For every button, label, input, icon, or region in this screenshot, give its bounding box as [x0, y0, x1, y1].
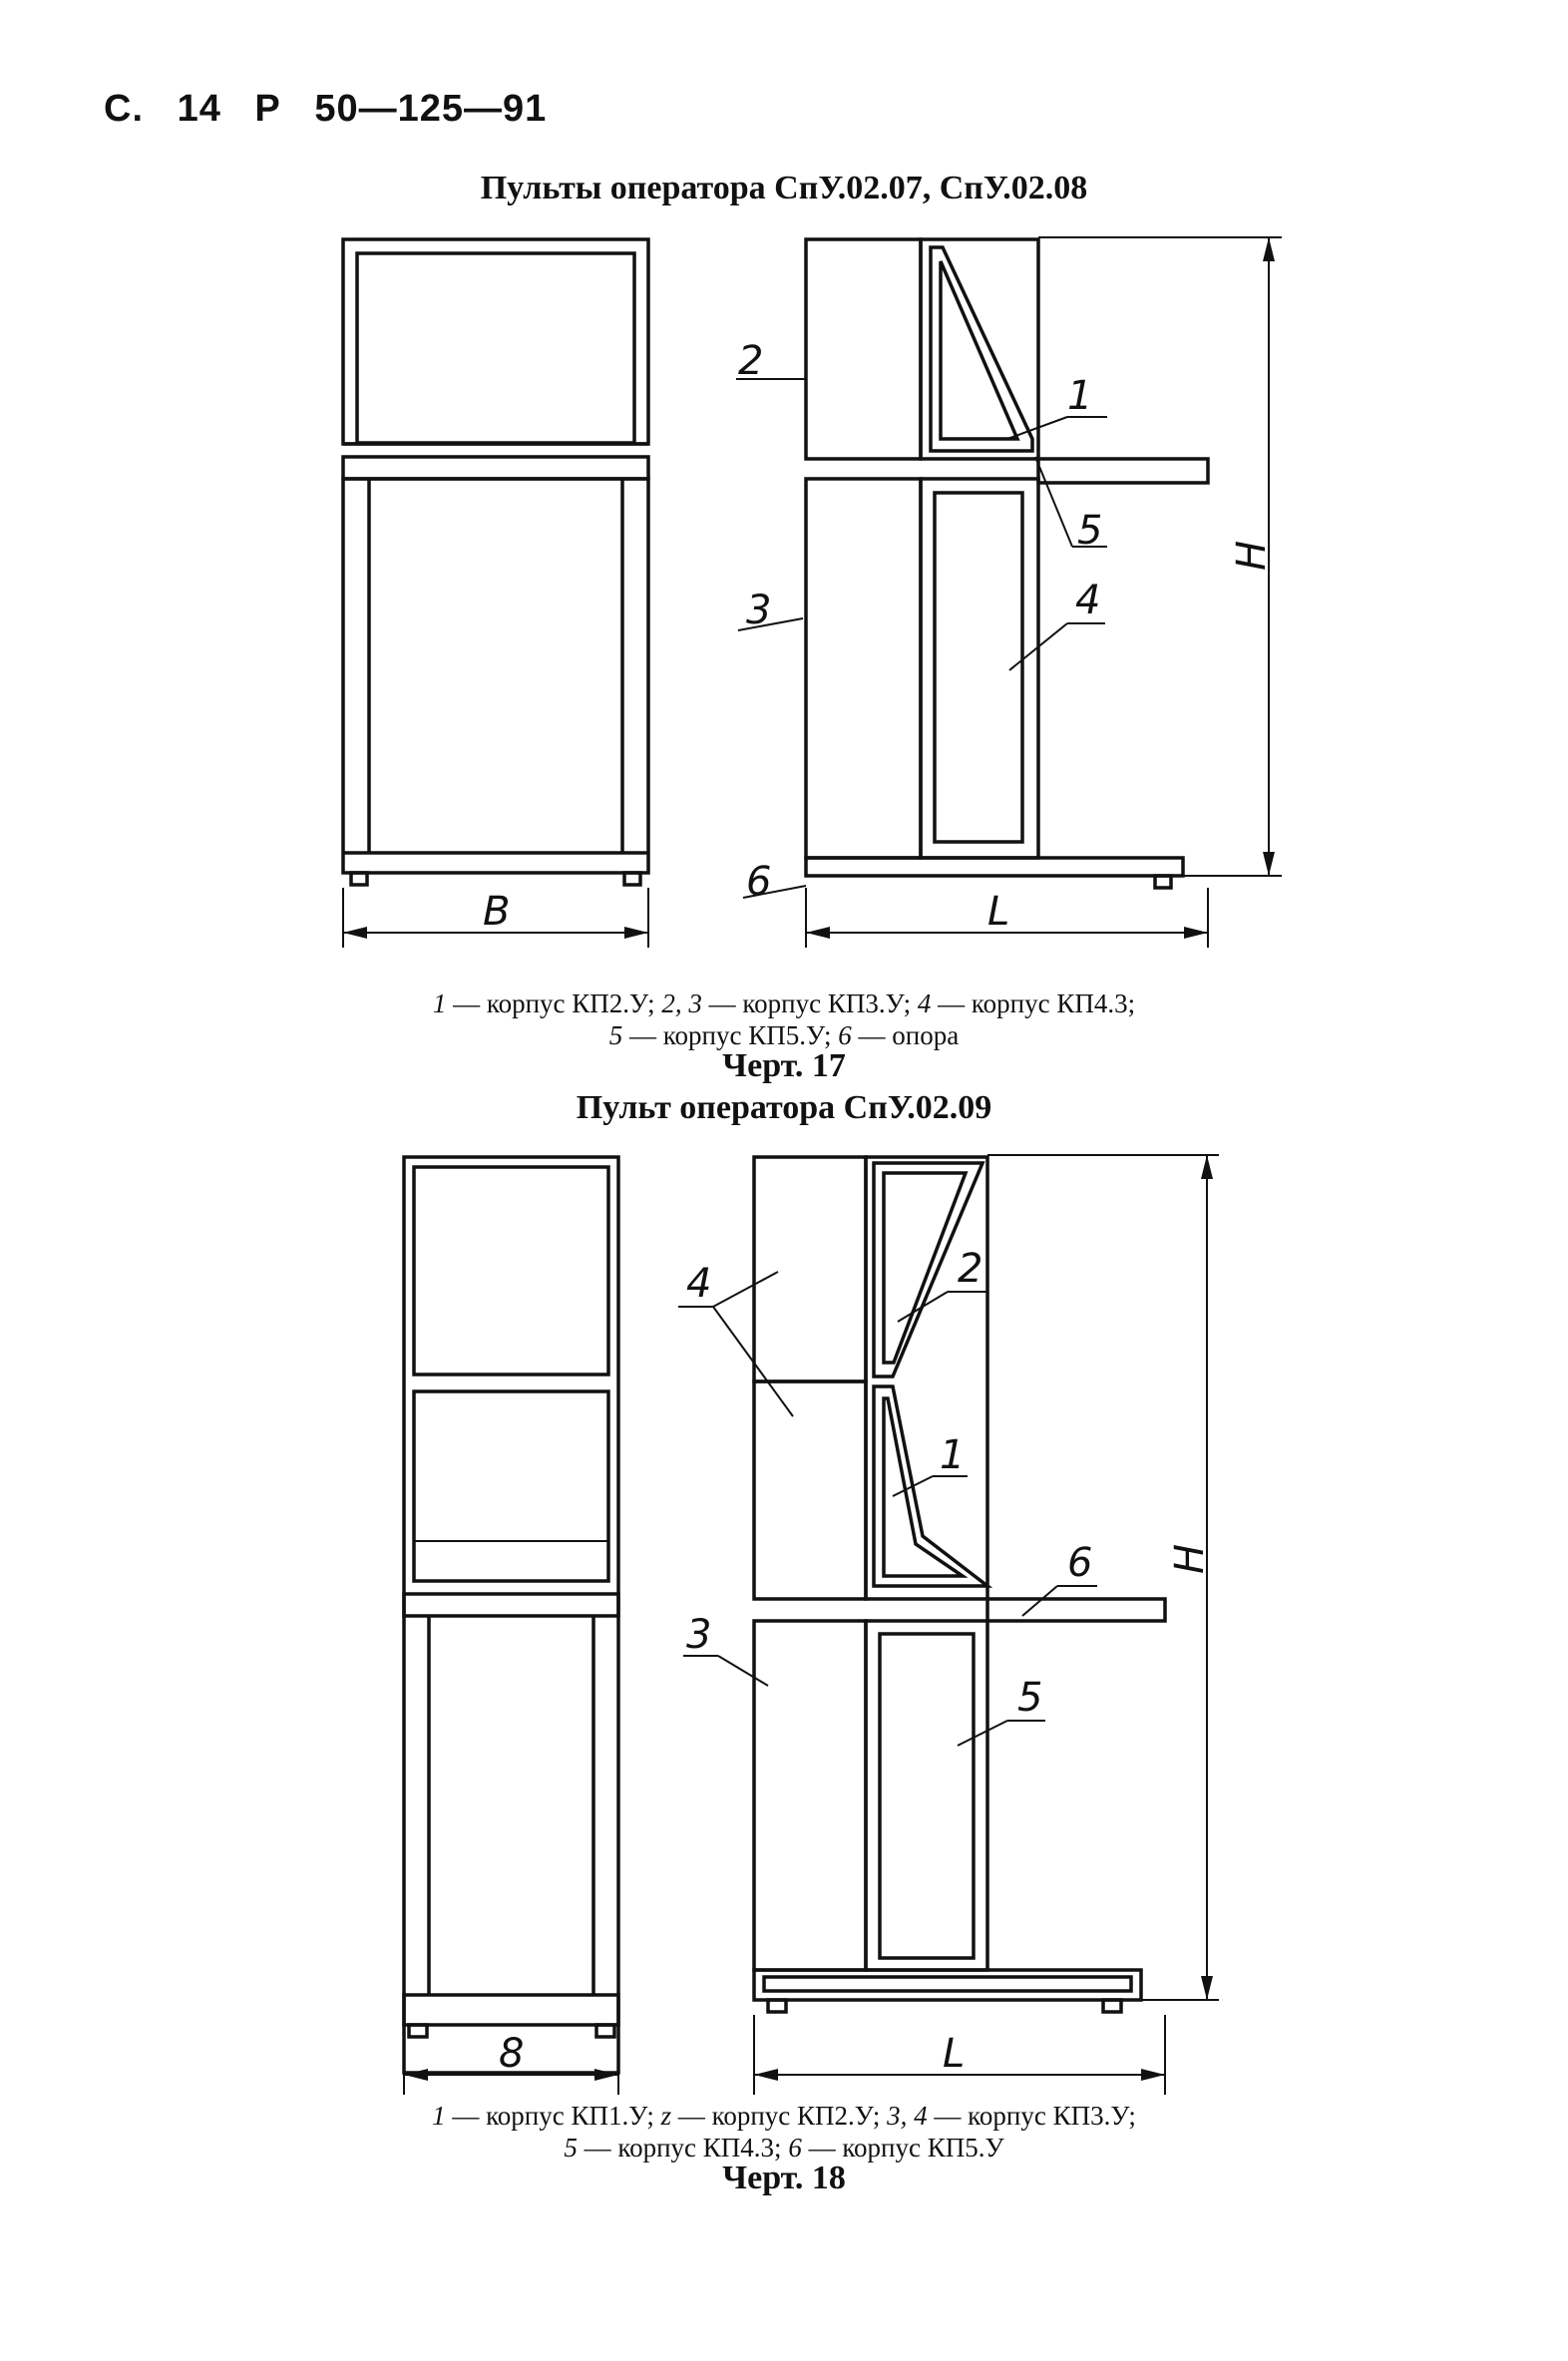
fig17-label-5: 5 [1077, 508, 1103, 554]
fig18-front-view [404, 1157, 618, 2095]
legend-num: 4 [917, 988, 932, 1018]
legend-text: — корпус КП4.3; [577, 2133, 789, 2163]
legend-text: — корпус КП2.У; [446, 988, 662, 1018]
legend-num: 6 [788, 2133, 802, 2163]
legend-text: — корпус КП1.У; [445, 2101, 661, 2131]
fig17-label-6: 6 [746, 859, 772, 905]
legend-num: 1 [432, 988, 447, 1018]
fig18-title: Пульт оператора СпУ.02.09 [576, 1089, 992, 1126]
fig17-label-4: 4 [1075, 578, 1101, 623]
fig18-label-4: 4 [686, 1261, 712, 1307]
fig18-label-6: 6 [1067, 1540, 1093, 1586]
legend-text: — корпус КП2.У; [671, 2101, 888, 2131]
fig18-label-3: 3 [686, 1612, 712, 1658]
legend-text: — корпус КП3.У; [701, 988, 918, 1018]
fig17-dim-L: L [987, 889, 1010, 935]
header-doc-number: 50—125—91 [314, 88, 548, 130]
fig18-label-1: 1 [940, 1432, 966, 1478]
legend-num: 5 [564, 2133, 578, 2163]
fig17-caption: Черт. 17 [722, 1047, 846, 1084]
fig17-dim-H: H [1229, 540, 1275, 571]
fig18-legend-line-1 [0, 2100, 1568, 2132]
legend-num: 1 [432, 2101, 446, 2131]
fig18-side-view [678, 1155, 1219, 2095]
legend-num: 6 [838, 1020, 852, 1050]
legend-text: — корпус КП5.У; [622, 1020, 839, 1050]
fig18-dim-B: 8 [499, 2031, 525, 2077]
legend-text: — корпус КП5.У [801, 2133, 1004, 2163]
legend-text: — опора [851, 1020, 960, 1050]
fig18-label-2: 2 [958, 1246, 983, 1292]
legend-num: 3, 4 [887, 2101, 928, 2131]
fig18-label-5: 5 [1017, 1675, 1043, 1721]
header-page-number: 14 [177, 88, 221, 130]
legend-num: z [660, 2101, 672, 2131]
legend-text: — корпус КП3.У; [927, 2101, 1136, 2131]
legend-num: 2, 3 [661, 988, 702, 1018]
fig18-dim-L: L [943, 2031, 966, 2077]
fig17-label-1: 1 [1067, 373, 1093, 419]
fig17-label-3: 3 [746, 588, 772, 633]
fig17-label-2: 2 [738, 338, 764, 384]
fig18-dim-H: H [1167, 1543, 1213, 1574]
legend-num: 5 [608, 1020, 623, 1050]
header-prefix: Р [254, 88, 281, 130]
fig17-title: Пульты оператора СпУ.02.07, СпУ.02.08 [480, 170, 1088, 206]
legend-text: — корпус КП4.3; [931, 988, 1136, 1018]
fig18-caption: Черт. 18 [722, 2160, 846, 2196]
fig17-dim-B: B [483, 889, 511, 935]
header-series: С. [104, 88, 144, 130]
